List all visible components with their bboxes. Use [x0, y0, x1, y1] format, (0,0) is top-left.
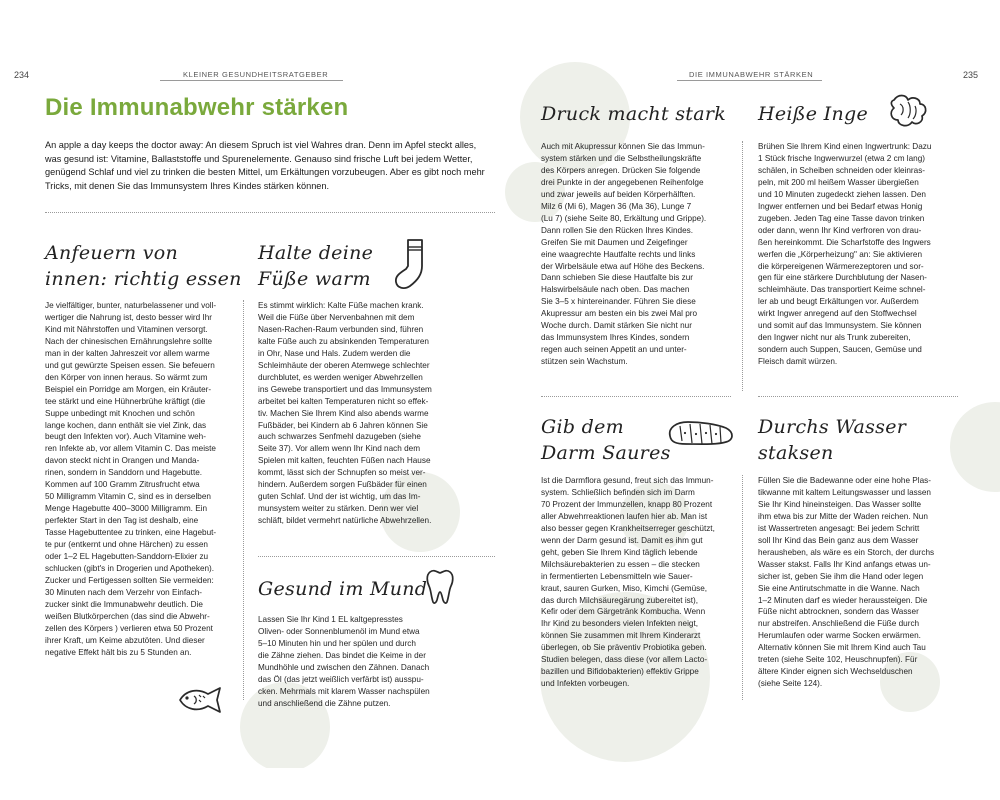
- text-line: Nach der chinesischen Ernährungslehre sollte: [45, 336, 213, 346]
- text-line: Lassen Sie Ihr Kind 1 EL kaltgepresstes: [258, 615, 403, 624]
- left-running-head: KLEINER GESUNDHEITSRATGEBER: [183, 70, 329, 79]
- body-wasser: [758, 475, 934, 690]
- text-line: system. Schließlich befinden sich im Darm: [541, 487, 695, 497]
- text-line: Brühen Sie Ihrem Kind einen Ingwertrunk: Dazu: [758, 142, 932, 151]
- text-line: Woche durch. Damit stärken Sie nicht nur: [541, 321, 692, 331]
- text-line: die körpereigenen Wärmerezeptoren und sor-: [758, 261, 924, 271]
- text-line: (Lu 7) (siehe Seite 80, Erkältung und Grippe).: [541, 213, 707, 223]
- column-divider: [243, 300, 244, 700]
- section-divider: [758, 396, 958, 397]
- text-line: Ihr Kind zu besonders vielen Infekten neigt,: [541, 619, 699, 629]
- intro-divider: [45, 212, 495, 213]
- text-line: schlucken (gibt's in Drogerien und Apotheken).: [45, 563, 215, 573]
- text-line: aller Abwehrreaktionen laufen hier ab. Man ist: [541, 511, 708, 521]
- text-line: tikwanne mit kaltem Leitungswasser und lassen: [758, 487, 931, 497]
- text-line: die Zähne ziehen. Das bindet die Keime in der: [258, 650, 426, 660]
- text-line: den Körper von innen heraus. So wärmt zum: [45, 372, 208, 382]
- text-line: kommt, lässt sich der Schnupfen so meist ver-: [258, 468, 426, 478]
- text-line: kraut, sauren Gurken, Miso, Kimchi (Gemüse,: [541, 583, 708, 593]
- text-line: lange kochen, dann enthält sie viel Zink, das: [45, 420, 207, 430]
- text-line: Sie eine Antirutschmatte in die Wanne. Nach: [758, 583, 920, 593]
- text-line: wenn der Darm gesund ist. Damit es ihm gut: [541, 535, 703, 545]
- text-line: der Wirbelsäule etwa auf Höhe des Beckens.: [541, 261, 705, 271]
- text-line: und 10 Minuten zugedeckt ziehen lassen. Den: [758, 189, 926, 199]
- text-line: cken. Mehrmals mit klarem Wasser nachspülen: [258, 686, 430, 696]
- text-line: überlegen, ob Sie präventiv Probiotika geben.: [541, 643, 707, 653]
- text-line: wirkt Ingwer anregend auf den Stoffwechsel: [758, 309, 917, 319]
- text-line: Alternativ können Sie mit Ihrem Kind auch Tau: [758, 643, 926, 653]
- text-line: geht, geben Sie Ihrem Kind täglich lebende: [541, 547, 698, 557]
- text-line: drei Punkte in der angegebenen Reihenfolge: [541, 177, 704, 187]
- intro-paragraph: An apple a day keeps the doctor away: An diesem Spruch ist viel Wahres dran. Denn im Apfel steckt alles, was gesund ist: Vitamine, Ballaststoffe und Spurenelemente. Genauso sind frische Luft bei jedem Wetter, genügend Schlaf und viel zu trinken die besten Mittel, um Erkältungen vorzubeugen. Aber es gibt noch mehr Tricks, mit denen Sie das Immunsystem Ihres Kindes stärken können.: [45, 140, 485, 191]
- heading-line: staksen: [758, 442, 834, 464]
- text-line: und gut gewürzte Speisen essen. Sie befeuern: [45, 360, 215, 370]
- text-line: rinen, sondern in Sanddorn und Hagebutte.: [45, 468, 203, 478]
- text-line: Milchsäurebakterien zu essen – die stecken: [541, 559, 700, 569]
- heading-line: Gesund im Mund: [258, 578, 428, 600]
- text-line: Füße nicht abtrocknen, sondern das Wasser: [758, 607, 919, 617]
- text-line: ren Infekte ab, vor allem Vitamin C. Das meiste: [45, 444, 216, 454]
- text-line: ältere Kinder eignen sich Wechselduschen: [758, 667, 913, 677]
- text-line: tee stärkt und eine Hühnerbrühe kräftigt (die: [45, 396, 206, 406]
- heading-darm: [541, 414, 671, 466]
- text-line: stützen sein Wachstum.: [541, 357, 628, 367]
- text-line: herausheben, als wäre es ein Storch, der durchs: [758, 547, 935, 557]
- background-blob: [950, 402, 1000, 492]
- text-line: Studien belegen, dass diese (vor allem Lacto-: [541, 655, 708, 665]
- text-line: ist Wassertreten angesagt: Bei jedem Schritt: [758, 523, 920, 533]
- heading-line: Darm Saures: [541, 442, 671, 464]
- text-line: das durch Milchsäuregärung zubereitet ist),: [541, 595, 699, 605]
- text-line: Suppe unbedingt mit Knochen und schön: [45, 408, 195, 418]
- heading-line: Gib dem: [541, 416, 624, 438]
- text-line: Akupressur am besten ein bis zwei Mal pro: [541, 309, 698, 319]
- text-line: Sie 3–5 x hintereinander. Führen Sie diese: [541, 297, 696, 307]
- text-line: oder dann, wenn Ihr Kind verfroren von drau-: [758, 225, 922, 235]
- column-divider: [742, 475, 743, 700]
- text-line: Füllen Sie die Badewanne oder eine hohe Plas-: [758, 476, 931, 485]
- text-line: 1 Stück frische Ingwerwurzel (etwa 2 cm lang): [758, 153, 925, 163]
- body-darm: [541, 475, 715, 690]
- left-page-number: 234: [14, 70, 30, 80]
- text-line: 30 Minuten nach dem Verzehr von Einfach-: [45, 587, 203, 597]
- heading-line: Halte deine: [258, 242, 374, 264]
- body-mund: [258, 614, 430, 710]
- text-line: wertiger die Nahrung ist, desto besser wird Ihr: [45, 312, 213, 322]
- text-line: Fleisch damit würzen.: [758, 357, 838, 367]
- heading-line: Anfeuern von: [45, 242, 179, 264]
- text-line: perfekter Start in den Tag ist deshalb, eine: [45, 516, 199, 526]
- text-line: sondern auch Suppen, Saucen, Gemüse und: [758, 345, 922, 355]
- text-line: system stärken und die Selbstheilungskräfte: [541, 153, 702, 163]
- body-druck: [541, 141, 706, 368]
- text-line: zugeben. Jeden Tag eine Tasse davon trinken: [758, 213, 925, 223]
- text-line: arbeitet bei kalten Temperaturen nicht so effek-: [258, 396, 429, 406]
- text-line: 70 Prozent der Immunzellen, knapp 80 Prozent: [541, 499, 713, 509]
- text-line: 1–2 Minuten darf es wieder heraussteigen. Die: [758, 595, 928, 605]
- text-line: soll Ihr Kind das Bein ganz aus dem Wasser: [758, 535, 919, 545]
- text-line: treten (siehe Seite 102, Heuschnupfen). Für: [758, 655, 918, 665]
- heading-wasser: [758, 414, 906, 466]
- text-line: ihm etwa bis zur Mitte der Waden reichen. Nun: [758, 511, 928, 521]
- text-line: 50 Milligramm Vitamin C, sind es in derselben: [45, 492, 211, 502]
- sock-icon: [392, 236, 432, 292]
- text-line: zellen des Körpers ) verlieren etwa 50 Prozent: [45, 623, 213, 633]
- text-line: Mundhöhle und zwischen den Zähnen. Danach: [258, 662, 430, 672]
- text-line: munsystem weiter zu stärken. Denn wer viel: [258, 504, 419, 514]
- text-line: Herumlaufen oder warme Socken erwärmen.: [758, 631, 921, 641]
- heading-line: Heiße Inge: [758, 103, 869, 125]
- text-line: Fußbäder, bei Kindern ab 6 Jahren können Sie: [258, 420, 428, 430]
- text-line: Beispiel ein Porridge am Morgen, ein Kräuter-: [45, 384, 212, 394]
- text-line: Seite 37). Vor allem wenn Ihr Kind nach dem: [258, 444, 421, 454]
- text-line: schälen, in Scheiben schneiden oder kleinras-: [758, 165, 926, 175]
- text-line: Milz 6 (Mi 6), Magen 36 (Ma 36), Lunge 7: [541, 201, 692, 211]
- text-line: Weil die Füße über Nervenbahnen mit dem: [258, 312, 415, 322]
- text-line: also besser gegen Krankheitserreger geschützt,: [541, 523, 715, 533]
- text-line: und zwar jeweils auf beiden Körperhälften.: [541, 189, 696, 199]
- text-line: des Körpers anregen. Drücken Sie folgende: [541, 165, 701, 175]
- body-ernaehrung: [45, 300, 216, 659]
- right-header-rule: [677, 80, 822, 81]
- text-line: können Sie zusammen mit Ihrem Kinderarzt: [541, 631, 701, 641]
- text-line: nur abstreifen. Anschließend die Füße durch: [758, 619, 920, 629]
- text-line: schleimhäute. Das transportiert Keime schnel-: [758, 285, 926, 295]
- body-inge: [758, 141, 931, 368]
- text-line: Es stimmt wirklich: Kalte Füße machen krank.: [258, 301, 424, 310]
- section-divider: [258, 556, 495, 557]
- text-line: hindern. Außerdem sorgen Fußbäder für einen: [258, 480, 427, 490]
- text-line: te pur (entkernt und ohne Härchen) zu essen: [45, 540, 208, 550]
- text-line: Kind mit Nährstoffen und Vitaminen versorgt.: [45, 324, 208, 334]
- column-divider: [742, 141, 743, 391]
- text-line: 5–10 Minuten hin und her spülen und durch: [258, 638, 416, 648]
- text-line: schläft, bildet vermehrt natürliche Abwehrzellen.: [258, 516, 432, 526]
- text-line: in fermentierten Lebensmitteln wie Sauer-: [541, 571, 693, 581]
- text-line: und Infekten vorbeugen.: [541, 679, 630, 689]
- text-line: Menge Hagebutte 400–3000 Milligramm. Ein: [45, 504, 208, 514]
- fish-icon: [176, 684, 226, 716]
- text-line: zucker sinkt die Immunabwehr deutlich. Die: [45, 599, 203, 609]
- text-line: beugt den Infekten vor). Auch Vitamine weh-: [45, 432, 206, 442]
- text-line: sicher ist, geben Sie ihm die Hand oder legen: [758, 571, 924, 581]
- text-line: Schleimhäute der oberen Atemwege schlechter: [258, 360, 430, 370]
- text-line: das Immunsystem Ihres Kindes, sondern: [541, 333, 690, 343]
- text-line: Ist die Darmflora gesund, freut sich das Immun-: [541, 476, 714, 485]
- text-line: ihrer Kraft, um Keime abzutöten. Und dieser: [45, 635, 205, 645]
- heading-line: Durchs Wasser: [758, 416, 907, 438]
- text-line: Wasser stakst. Falls Ihr Kind anfangs etwas un-: [758, 559, 931, 569]
- text-line: Auch mit Akupressur können Sie das Immun-: [541, 142, 705, 151]
- text-line: man in der kalten Jahreszeit vor allem warme: [45, 348, 210, 358]
- text-line: Kommen auf 100 Gramm Zitrusfrucht etwa: [45, 480, 200, 490]
- text-line: in Ohr, Nase und Hals. Zudem werden die: [258, 348, 411, 358]
- text-line: ins Gewebe transportiert und das Immunsystem: [258, 384, 432, 394]
- text-line: Nasen-Rachen-Raum verbunden sind, führen: [258, 324, 424, 334]
- text-line: (siehe Seite 124).: [758, 679, 823, 689]
- body-fuesse: [258, 300, 432, 527]
- left-header-rule: [160, 80, 343, 81]
- text-line: Dann schieben Sie diese Hautfalte bis zur: [541, 273, 694, 283]
- text-line: oder 1–2 EL Hagebutten-Sanddorn-Elixier zu: [45, 552, 209, 562]
- text-line: Tasse Hagebuttentee zu trinken, eine Hagebut-: [45, 528, 217, 538]
- text-line: eine waagrechte Hautfalte rechts und links: [541, 249, 696, 259]
- text-line: regen auch seinen Appetit an und unter-: [541, 345, 687, 355]
- heading-line: Füße warm: [258, 268, 371, 290]
- text-line: weißen Blutkörperchen (das sind die Abwehr-: [45, 611, 210, 621]
- text-line: Ingwer entfernen und bei Bedarf etwas Honig: [758, 201, 923, 211]
- text-line: kalte Füße auch zu absinkenden Temperaturen: [258, 336, 429, 346]
- text-line: bazillen und Bifidobakterien) effektiv Grippe: [541, 667, 699, 677]
- page-title: Die Immunabwehr stärken: [45, 94, 349, 121]
- heading-inge: [758, 101, 868, 127]
- text-line: das Öl (das jetzt weißlich verfärbt ist) ausspu-: [258, 674, 424, 684]
- text-line: Kefir oder dem Gärgetränk Kombucha. Wenn: [541, 607, 706, 617]
- ginger-root-icon: [886, 90, 930, 130]
- text-line: Zucker und Fertigessen sollten Sie vermeiden:: [45, 575, 214, 585]
- right-page-number: 235: [963, 70, 979, 80]
- heading-druck: [541, 101, 726, 127]
- heading-line: innen: richtig essen: [45, 268, 242, 290]
- pickle-icon: [664, 414, 738, 450]
- right-running-head: DIE IMMUNABWEHR STÄRKEN: [689, 70, 814, 79]
- text-line: auch schwarzes Senfmehl dazugeben (siehe: [258, 432, 421, 442]
- text-line: guten Schlaf. Und der ist wichtig, um das Im-: [258, 492, 421, 502]
- text-line: gen für eine stärkere Durchblutung der Nasen-: [758, 273, 927, 283]
- text-line: den Ingwer nicht nur als Trunk zubereiten,: [758, 333, 911, 343]
- text-line: Dann rollen Sie den Rücken Ihres Kindes.: [541, 225, 694, 235]
- section-divider: [541, 396, 731, 397]
- heading-line: Druck macht stark: [541, 103, 727, 125]
- tooth-icon: [424, 568, 456, 606]
- heading-mund: [258, 576, 427, 602]
- text-line: Halswirbelsäule nach oben. Das machen: [541, 285, 690, 295]
- text-line: davon steckt nicht in Orangen und Manda-: [45, 456, 200, 466]
- text-line: Je vielfältiger, bunter, naturbelassener und voll-: [45, 301, 217, 310]
- heading-fuesse: [258, 240, 373, 292]
- text-line: durchblutet, es werden weniger Abwehrzellen: [258, 372, 423, 382]
- text-line: werfen die „Körperheizung" an: Sie aktivieren: [758, 249, 923, 259]
- text-line: Oliven- oder Sonnenblumenöl im Mund etwa: [258, 626, 420, 636]
- text-line: tiv. Machen Sie Ihrem Kind also abends warme: [258, 408, 429, 418]
- text-line: peln, mit 200 ml heißem Wasser übergießen: [758, 177, 919, 187]
- text-line: negative Effekt hält bis zu 5 Stunden an.: [45, 647, 192, 657]
- text-line: Greifen Sie mit Daumen und Zeigefinger: [541, 237, 688, 247]
- text-line: Spielen mit kalten, feuchten Füßen nach Hause: [258, 456, 431, 466]
- heading-ernaehrung: [45, 240, 242, 292]
- text-line: ler ab und beugt Erkältungen vor. Außerdem: [758, 297, 919, 307]
- text-line: ßen hereinkommt. Die Scharfstoffe des Ingwers: [758, 237, 931, 247]
- text-line: Sie Ihr Kind hineinsteigen. Das Wasser sollte: [758, 499, 922, 509]
- text-line: und anschließend die Zähne putzen.: [258, 698, 391, 708]
- text-line: und somit auf das Immunsystem. Sie können: [758, 321, 922, 331]
